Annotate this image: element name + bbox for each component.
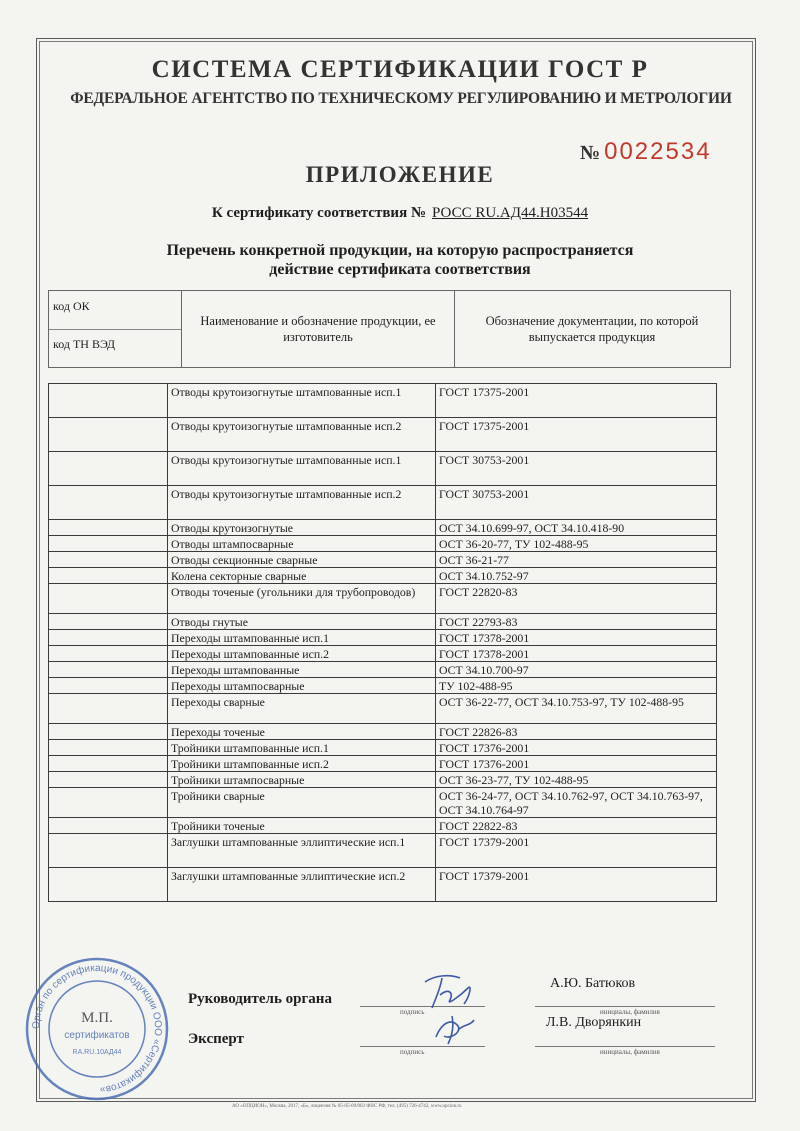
code-cell [49, 630, 168, 646]
stamp-ring-text: Орган по сертификации продукции ООО «Сертификатов» [30, 962, 164, 1095]
stamp-mp: М.П. [81, 1010, 113, 1026]
name-column-header: Наименование и обозначение продукции, ее изготовитель [182, 291, 455, 367]
product-name-cell: Отводы крутоизогнутые штампованные исп.2 [168, 418, 436, 452]
product-name-cell: Отводы точеные (угольники для трубопроводов) [168, 584, 436, 614]
document-cell: ГОСТ 17375-2001 [436, 418, 717, 452]
table-header [48, 290, 731, 368]
product-name-cell: Переходы штампосварные [168, 678, 436, 694]
code-ok-label: код ОК [53, 299, 90, 313]
code-cell [49, 418, 168, 452]
svg-text:Орган по сертификации продукци [31, 963, 163, 1095]
expert-sign-caption: подпись [400, 1048, 425, 1056]
document-cell: ГОСТ 22820-83 [436, 584, 717, 614]
code-cell [49, 452, 168, 486]
code-divider [49, 329, 181, 330]
expert-name-line [535, 1046, 715, 1047]
document-cell: ГОСТ 17378-2001 [436, 646, 717, 662]
table-row [49, 756, 717, 772]
table-row [49, 614, 717, 630]
table-row [49, 662, 717, 678]
document-cell: ОСТ 36-24-77, ОСТ 34.10.762-97, ОСТ 34.10.763-97, ОСТ 34.10.764-97 [436, 788, 717, 818]
table-row [49, 384, 717, 418]
code-cell [49, 614, 168, 630]
code-cell [49, 486, 168, 520]
product-name-cell: Переходы штампованные исп.1 [168, 630, 436, 646]
document-cell: ГОСТ 17375-2001 [436, 384, 717, 418]
page-title: ПРИЛОЖЕНИЕ [305, 162, 495, 187]
code-cell [49, 520, 168, 536]
product-name-cell: Отводы крутоизогнутые штампованные исп.1 [168, 452, 436, 486]
table-row [49, 452, 717, 486]
table-row [49, 834, 717, 868]
number-sign: № [580, 142, 601, 164]
product-name-cell: Переходы точеные [168, 724, 436, 740]
document-cell: ГОСТ 17376-2001 [436, 756, 717, 772]
table-row [49, 584, 717, 614]
product-name-cell: Переходы штампованные [168, 662, 436, 678]
product-name-cell: Отводы гнутые [168, 614, 436, 630]
document-cell: ОСТ 36-23-77, ТУ 102-488-95 [436, 772, 717, 788]
code-cell [49, 756, 168, 772]
product-name-cell: Отводы крутоизогнутые штампованные исп.1 [168, 384, 436, 418]
products-table [48, 383, 717, 902]
doc-column-header: Обозначение документации, по которой выпускается продукция [485, 314, 699, 344]
list-title-line1: Перечень конкретной продукции, на которую распространяется [166, 242, 634, 259]
expert-name: Л.В. Дворянкин [546, 1015, 642, 1030]
product-name-cell: Переходы сварные [168, 694, 436, 724]
code-cell [49, 584, 168, 614]
list-title-line2: действие сертификата соответствия [269, 261, 531, 278]
product-name-cell: Тройники штампованные исп.2 [168, 756, 436, 772]
certificate-reference [0, 205, 800, 222]
code-cell [49, 834, 168, 868]
document-cell: ГОСТ 30753-2001 [436, 486, 717, 520]
head-signature [420, 970, 480, 1015]
code-column-header [49, 291, 182, 367]
table-row [49, 552, 717, 568]
product-name-cell: Тройники штампованные исп.1 [168, 740, 436, 756]
system-title: СИСТЕМА СЕРТИФИКАЦИИ ГОСТ Р [151, 56, 649, 83]
table-row [49, 678, 717, 694]
code-cell [49, 868, 168, 902]
document-cell: ГОСТ 17379-2001 [436, 834, 717, 868]
product-name-cell: Отводы крутоизогнутые [168, 520, 436, 536]
print-footer: АО «ОПЦИОН», Москва, 2017, «Б», лицензия № 05-05-09/003 ФНС РФ, тел. (495) 726-4742, www.opcion.ru [232, 1104, 462, 1109]
form-number-value: 0022534 [604, 138, 712, 165]
code-cell [49, 662, 168, 678]
document-cell: ГОСТ 17376-2001 [436, 740, 717, 756]
code-cell [49, 536, 168, 552]
code-cell [49, 384, 168, 418]
product-name-cell: Тройники сварные [168, 788, 436, 818]
code-cell [49, 694, 168, 724]
table-row [49, 740, 717, 756]
document-cell: ОСТ 34.10.699-97, ОСТ 34.10.418-90 [436, 520, 717, 536]
document-cell: ГОСТ 17379-2001 [436, 868, 717, 902]
product-name-cell: Заглушки штампованные эллиптические исп.1 [168, 834, 436, 868]
document-cell: ГОСТ 22826-83 [436, 724, 717, 740]
table-row [49, 486, 717, 520]
expert-signature [430, 1012, 480, 1047]
table-row [49, 520, 717, 536]
product-name-cell: Колена секторные сварные [168, 568, 436, 584]
table-row [49, 568, 717, 584]
code-cell [49, 568, 168, 584]
document-cell: ОСТ 34.10.700-97 [436, 662, 717, 678]
code-cell [49, 818, 168, 834]
agency-title: ФЕДЕРАЛЬНОЕ АГЕНТСТВО ПО ТЕХНИЧЕСКОМУ РЕГУЛИРОВАНИЮ И МЕТРОЛОГИИ [70, 90, 732, 107]
table-row [49, 646, 717, 662]
code-tn-label: код ТН ВЭД [53, 337, 116, 351]
product-name-cell: Отводы штампосварные [168, 536, 436, 552]
table-row [49, 772, 717, 788]
seal-stamp [22, 954, 172, 1104]
expert-label: Эксперт [188, 1031, 244, 1047]
table-row [49, 536, 717, 552]
document-cell: ОСТ 34.10.752-97 [436, 568, 717, 584]
code-cell [49, 740, 168, 756]
product-name-cell: Отводы крутоизогнутые штампованные исп.2 [168, 486, 436, 520]
expert-name-caption: инициалы, фамилия [600, 1048, 660, 1056]
product-name-cell: Заглушки штампованные эллиптические исп.2 [168, 868, 436, 902]
code-cell [49, 788, 168, 818]
code-cell [49, 552, 168, 568]
document-cell: ОСТ 36-22-77, ОСТ 34.10.753-97, ТУ 102-488-95 [436, 694, 717, 724]
document-cell: ТУ 102-488-95 [436, 678, 717, 694]
document-cell: ГОСТ 17378-2001 [436, 630, 717, 646]
document-cell: ОСТ 36-21-77 [436, 552, 717, 568]
head-of-body-label: Руководитель органа [188, 991, 332, 1007]
code-cell [49, 724, 168, 740]
product-name-cell: Отводы секционные сварные [168, 552, 436, 568]
document-cell: ГОСТ 22822-83 [436, 818, 717, 834]
head-name: А.Ю. Батюков [550, 976, 636, 991]
document-cell: ГОСТ 22793-83 [436, 614, 717, 630]
product-name-cell: Переходы штампованные исп.2 [168, 646, 436, 662]
certificate-prefix: К сертификату соответствия № [211, 205, 427, 221]
stamp-inner-text: сертификатов [64, 1030, 130, 1041]
stamp-code: RA.RU.10АД44 [72, 1049, 122, 1056]
certificate-number: РОСС RU.АД44.Н03544 [432, 205, 589, 221]
table-row [49, 868, 717, 902]
head-name-caption: инициалы, фамилия [600, 1008, 660, 1016]
head-name-line [535, 1006, 715, 1007]
table-row [49, 818, 717, 834]
document-cell: ГОСТ 30753-2001 [436, 452, 717, 486]
product-name-cell: Тройники штампосварные [168, 772, 436, 788]
table-row [49, 418, 717, 452]
head-sign-caption: подпись [400, 1008, 425, 1016]
table-row [49, 630, 717, 646]
product-name-cell: Тройники точеные [168, 818, 436, 834]
table-row [49, 694, 717, 724]
code-cell [49, 678, 168, 694]
code-cell [49, 646, 168, 662]
table-row [49, 788, 717, 818]
table-row [49, 724, 717, 740]
code-cell [49, 772, 168, 788]
document-cell: ОСТ 36-20-77, ТУ 102-488-95 [436, 536, 717, 552]
